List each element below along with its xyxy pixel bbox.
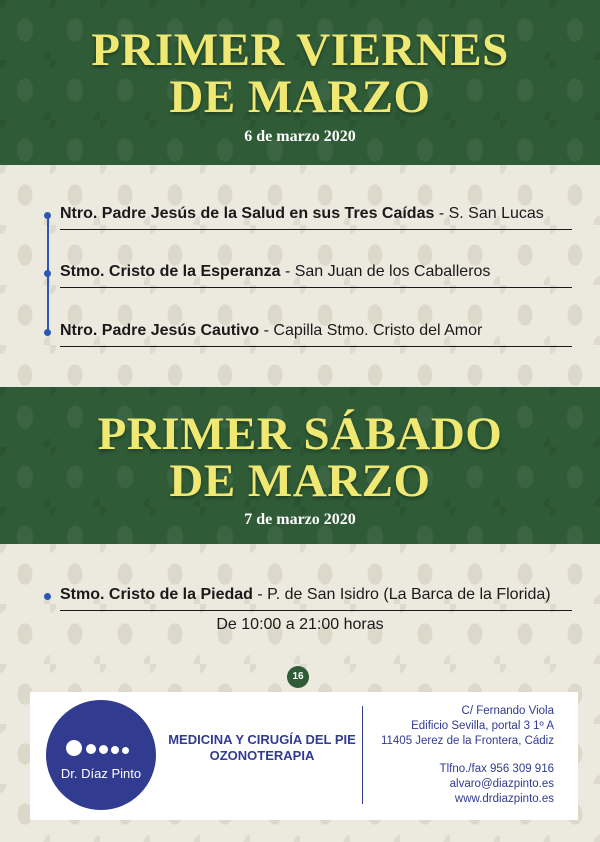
section1-date: 6 de marzo 2020 [244, 128, 356, 145]
logo-dot [66, 740, 82, 756]
item-name: Ntro. Padre Jesús de la Salud en sus Tres Caídas [60, 205, 435, 222]
contact-block [440, 762, 554, 807]
section2-title-line2: DE MARZO [169, 455, 431, 507]
address-line2: Edificio Sevilla, portal 3 1º A [411, 720, 554, 732]
address-block [381, 704, 554, 749]
item-name: Ntro. Padre Jesús Cautivo [60, 322, 260, 339]
logo-dot [86, 744, 96, 754]
section2-date: 7 de marzo 2020 [244, 511, 356, 528]
bullet-icon [44, 593, 51, 600]
logo-dot [99, 745, 108, 754]
item-name: Stmo. Cristo de la Esperanza [60, 263, 281, 280]
section2-title-line1: PRIMER SÁBADO [97, 408, 503, 460]
specialty-text [162, 732, 362, 764]
web-link[interactable]: www.drdiazpinto.es [454, 793, 554, 805]
list-item [60, 322, 572, 347]
advertisement [30, 692, 578, 820]
specialty-line2: OZONOTERAPIA [209, 748, 315, 763]
section1-title-line1: PRIMER VIERNES [91, 24, 509, 76]
list-item [60, 586, 572, 611]
list-item [60, 205, 572, 230]
section1-title-line2: DE MARZO [169, 71, 431, 123]
logo-dot [111, 746, 119, 754]
item-place: - Capilla Stmo. Cristo del Amor [259, 322, 483, 339]
clinic-logo [46, 700, 156, 810]
page-number: 16 [287, 666, 309, 688]
item-place: - S. San Lucas [434, 205, 544, 222]
logo-text: Dr. Díaz Pinto [60, 766, 142, 781]
item-name: Stmo. Cristo de la Piedad [60, 586, 253, 603]
item-place: - San Juan de los Caballeros [280, 263, 491, 280]
item-place: - P. de San Isidro (La Barca de la Florida) [252, 586, 551, 603]
bullet-icon [44, 212, 51, 219]
bullet-icon [44, 329, 51, 336]
address-line3: 11405 Jerez de la Frontera, Cádiz [380, 735, 554, 747]
divider [362, 706, 363, 804]
email-link[interactable]: alvaro@diazpinto.es [449, 778, 554, 790]
logo-dot [122, 747, 129, 754]
list-item [60, 263, 572, 288]
address-line1: C/ Fernando Viola [461, 705, 554, 717]
phone-text: Tlfno./fax 956 309 916 [439, 763, 554, 775]
hours-text: De 10:00 a 21:00 horas [216, 616, 384, 633]
bullet-icon [44, 270, 51, 277]
specialty-line1: MEDICINA Y CIRUGÍA DEL PIE [168, 732, 356, 747]
